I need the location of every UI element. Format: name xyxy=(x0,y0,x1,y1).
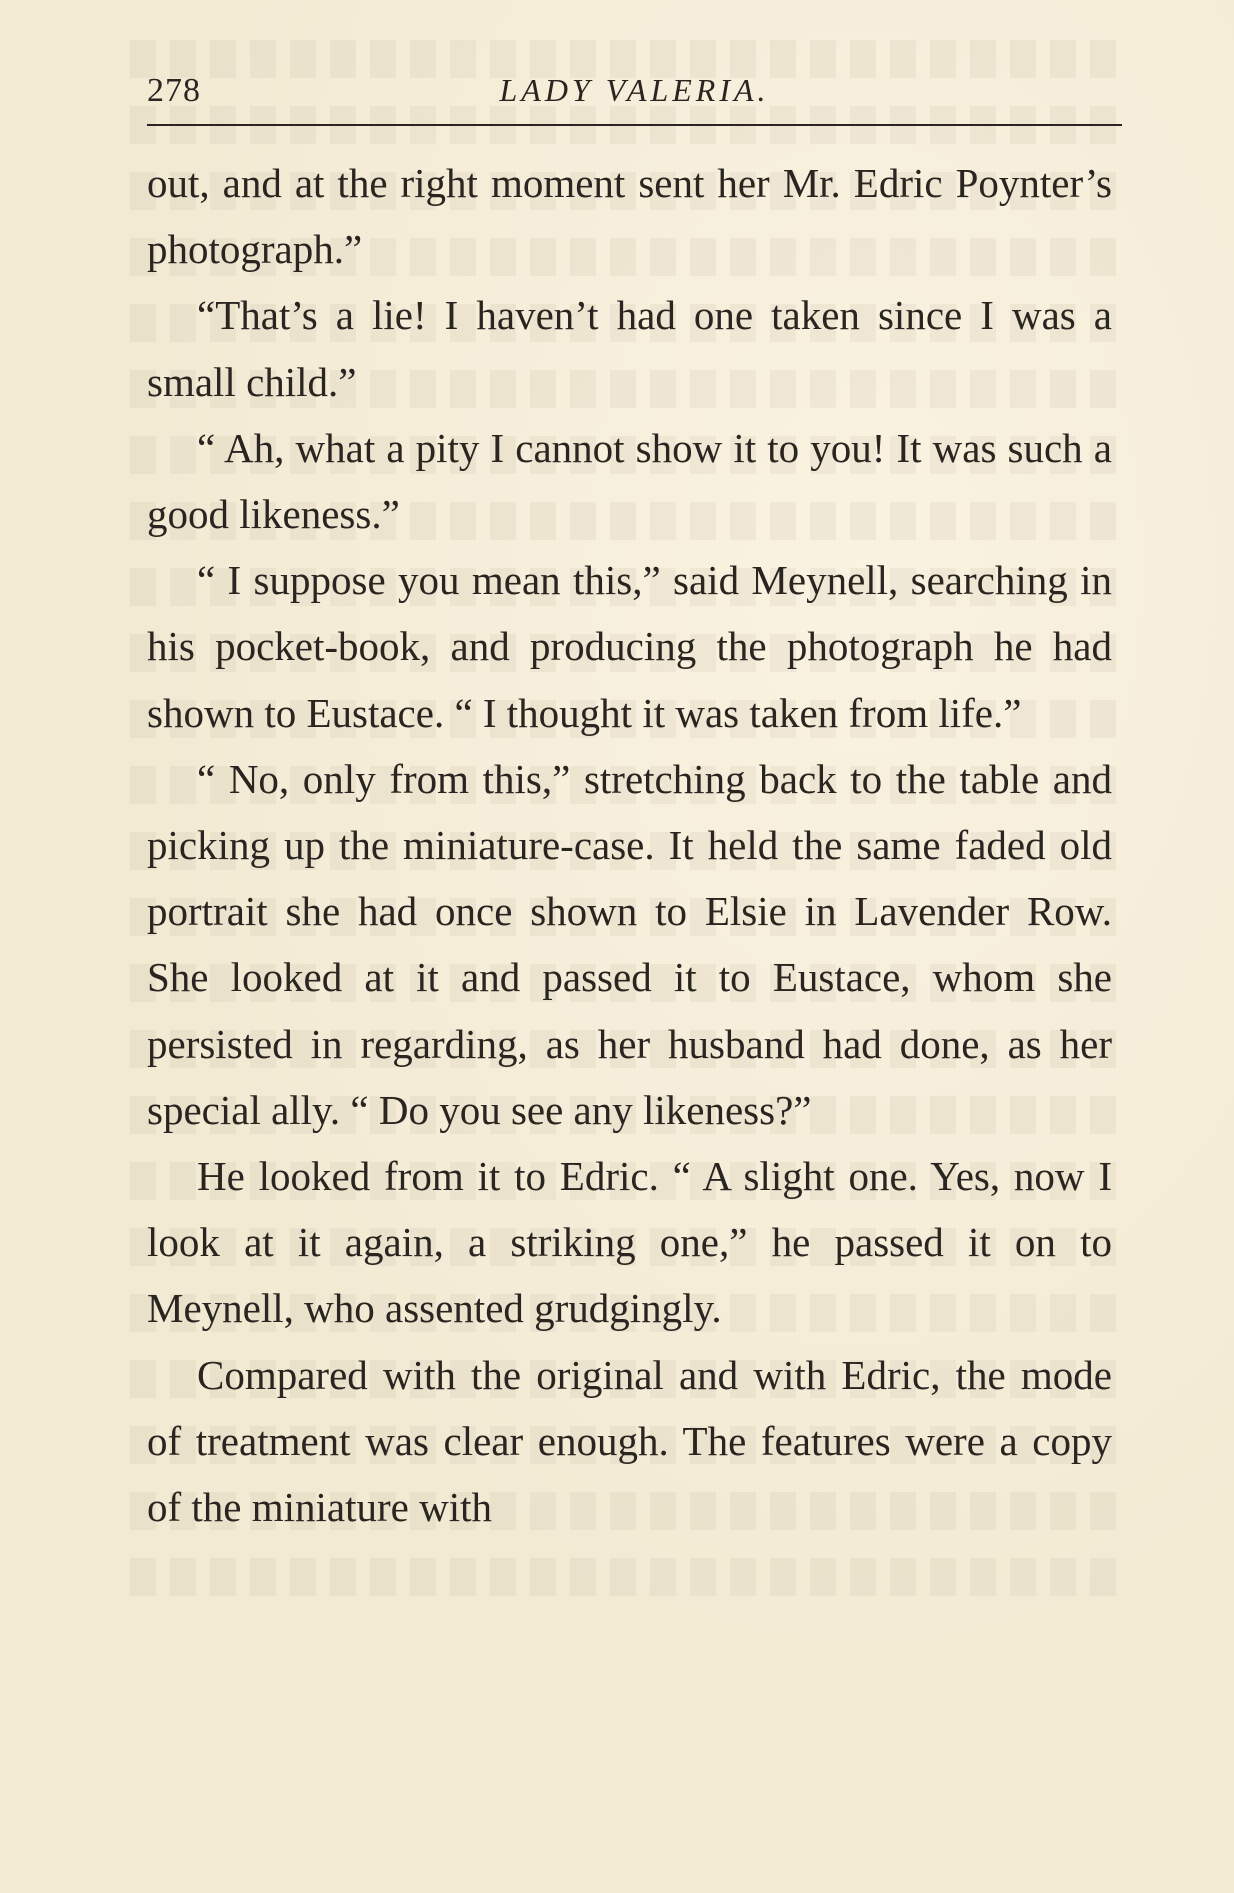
paragraph-that-is-a-lie: “That’s a lie! I haven’t had one taken since I was a small child.” xyxy=(147,292,1112,405)
paragraph-he-looked: He looked from it to Edric. “ A slight one. Yes, now I look at it again, a striking one,” he passed it on to Meynell, who assented grudgingly. xyxy=(147,1153,1112,1332)
header-rule xyxy=(147,124,1122,126)
paragraph-what-a-pity: “ Ah, what a pity I cannot show it to you! It was such a good likeness.” xyxy=(147,424,1112,538)
paragraph-compared: Compared with the original and with Edric, the mode of treatment was clear enough. The features were a copy of the miniature with xyxy=(147,1351,1112,1531)
page-number: 278 xyxy=(147,72,201,109)
paragraph-no-only-from-this: “ No, only from this,” stretching back to the table and picking up the miniature-case. It held the same faded old portrait she had once shown to Elsie in Lavender Row. She looked at it and passed it to Eustace, whom she persisted in regarding, as her husband had done, as her special ally. “ Do you see any likeness?” xyxy=(147,755,1112,1133)
paragraph-continuation: out, and at the right moment sent her Mr. Edric Poynter’s photograph.” xyxy=(147,160,1112,273)
paragraph-i-suppose: “ I suppose you mean this,” said Meynell, searching in his pocket-book, and producing the photograph he had shown to Eustace. “ I thought it was taken from life.” xyxy=(147,557,1112,736)
body-text xyxy=(147,150,1112,1540)
running-title: LADY VALERIA. xyxy=(499,72,770,108)
running-head xyxy=(147,64,1122,122)
